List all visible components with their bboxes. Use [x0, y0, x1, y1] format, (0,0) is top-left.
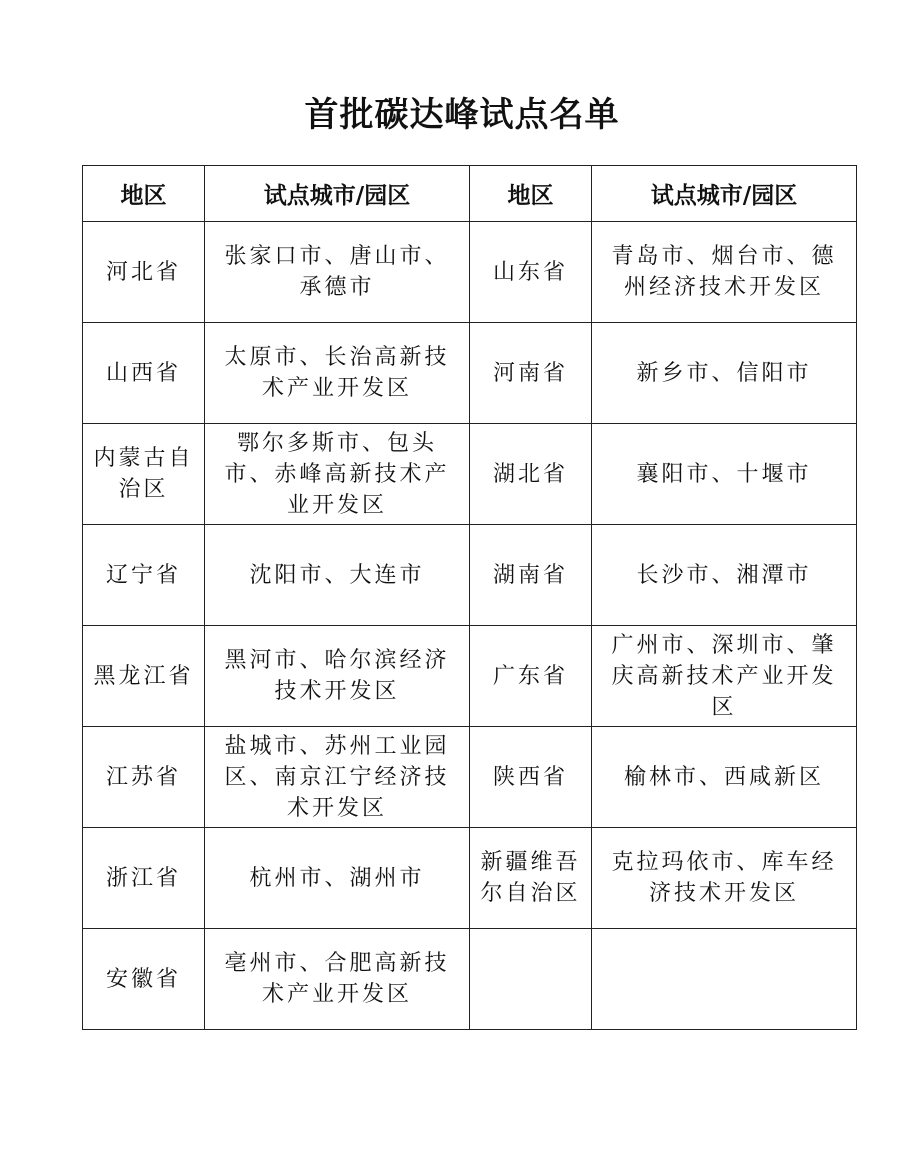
region-cell: 山西省 — [83, 323, 205, 424]
region-cell: 辽宁省 — [83, 525, 205, 626]
pilot-list-table — [82, 165, 857, 1030]
cities-cell: 盐城市、苏州工业园区、南京江宁经济技术开发区 — [205, 727, 470, 828]
header-cities-left: 试点城市/园区 — [205, 166, 470, 222]
header-region-right: 地区 — [470, 166, 592, 222]
cities-cell: 广州市、深圳市、肇庆高新技术产业开发区 — [592, 626, 857, 727]
table-row — [83, 727, 857, 828]
region-cell: 内蒙古自治区 — [83, 424, 205, 525]
region-cell: 安徽省 — [83, 929, 205, 1030]
table-header-row — [83, 166, 857, 222]
region-cell: 湖北省 — [470, 424, 592, 525]
region-cell: 黑龙江省 — [83, 626, 205, 727]
cities-cell: 榆林市、西咸新区 — [592, 727, 857, 828]
empty-cell — [592, 929, 857, 1030]
empty-cell — [470, 929, 592, 1030]
region-cell: 江苏省 — [83, 727, 205, 828]
table-row — [83, 525, 857, 626]
cities-cell: 杭州市、湖州市 — [205, 828, 470, 929]
table-row — [83, 323, 857, 424]
document-title: 首批碳达峰试点名单 — [304, 94, 620, 135]
cities-cell: 沈阳市、大连市 — [205, 525, 470, 626]
region-cell: 湖南省 — [470, 525, 592, 626]
cities-cell: 新乡市、信阳市 — [592, 323, 857, 424]
region-cell: 山东省 — [470, 222, 592, 323]
region-cell: 陕西省 — [470, 727, 592, 828]
cities-cell: 黑河市、哈尔滨经济技术开发区 — [205, 626, 470, 727]
cities-cell: 太原市、长治高新技术产业开发区 — [205, 323, 470, 424]
cities-cell: 青岛市、烟台市、德州经济技术开发区 — [592, 222, 857, 323]
table-row — [83, 626, 857, 727]
table-row — [83, 222, 857, 323]
cities-cell: 襄阳市、十堰市 — [592, 424, 857, 525]
cities-cell: 亳州市、合肥高新技术产业开发区 — [205, 929, 470, 1030]
header-cities-right: 试点城市/园区 — [592, 166, 857, 222]
cities-cell: 长沙市、湘潭市 — [592, 525, 857, 626]
table-row — [83, 929, 857, 1030]
region-cell: 广东省 — [470, 626, 592, 727]
region-cell: 河南省 — [470, 323, 592, 424]
header-region-left: 地区 — [83, 166, 205, 222]
table-row — [83, 828, 857, 929]
cities-cell: 张家口市、唐山市、承德市 — [205, 222, 470, 323]
cities-cell: 克拉玛依市、库车经济技术开发区 — [592, 828, 857, 929]
cities-cell: 鄂尔多斯市、包头市、赤峰高新技术产业开发区 — [205, 424, 470, 525]
region-cell: 河北省 — [83, 222, 205, 323]
region-cell: 新疆维吾尔自治区 — [470, 828, 592, 929]
region-cell: 浙江省 — [83, 828, 205, 929]
table-row — [83, 424, 857, 525]
